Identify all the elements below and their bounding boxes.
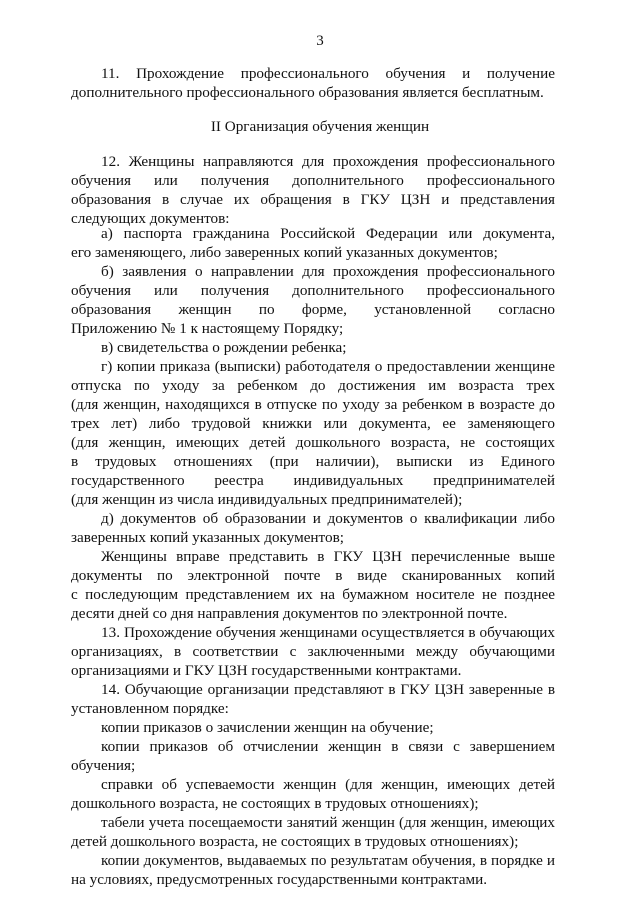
text-line: (для женщин, находящихся в отпуске по уходу за ребенком в возрасте до (71, 396, 555, 413)
text-line: в трудовых отношениях (при наличии), выписки из Единого (71, 453, 555, 470)
text-line: государственного реестра индивидуальных предпринимателей (71, 472, 555, 489)
text-line: справки об успеваемости женщин (для женщин, имеющих детей (101, 776, 555, 793)
text-line: 12. Женщины направляются для прохождения профессионального (101, 153, 555, 170)
text-line: трех лет) либо трудовой книжки или документа, ее заменяющего (71, 415, 555, 432)
text-line: Женщины вправе представить в ГКУ ЦЗН перечисленные выше (101, 548, 555, 565)
text-line: г) копии приказа (выписки) работодателя о предоставлении женщине (101, 358, 555, 375)
text-line: копии документов, выдаваемых по результатам обучения, в порядке и (101, 852, 555, 869)
text-line: копии приказов об отчислении женщин в связи с завершением (101, 738, 555, 755)
text-line: отпуска по уходу за ребенком до достижения им возраста трех (71, 377, 555, 394)
text-line: табели учета посещаемости занятий женщин (для женщин, имеющих (101, 814, 555, 831)
text-line: 11. Прохождение профессионального обучения и получение (101, 65, 555, 82)
text-line: (для женщин, имеющих детей дошкольного возраста, не состоящих (71, 434, 555, 451)
text-line: (для женщин из числа индивидуальных предпринимателей); (71, 491, 463, 508)
text-line: обучения; (71, 757, 136, 774)
text-line: десяти дней со дня направления документов по электронной почте. (71, 605, 508, 622)
text-line: 13. Прохождение обучения женщинами осуществляется в обучающих (101, 624, 555, 641)
section-heading: II Организация обучения женщин (210, 118, 430, 135)
text-line: заверенных копий указанных документов; (71, 529, 344, 546)
text-line: обучения или получения дополнительного профессионального (71, 172, 555, 189)
text-line: д) документов об образовании и документов о квалификации либо (101, 510, 555, 527)
text-line: 14. Обучающие организации представляют в ГКУ ЦЗН заверенные в (101, 681, 555, 698)
text-line: следующих документов: (71, 210, 230, 227)
text-line: б) заявления о направлении для прохождения профессионального (101, 263, 555, 280)
text-line: дополнительного профессионального образования является бесплатным. (71, 84, 544, 101)
text-line: на условиях, предусмотренных государственными контрактами. (71, 871, 488, 888)
text-line: установленном порядке: (71, 700, 229, 717)
text-line: а) паспорта гражданина Российской Федерации или документа, (101, 225, 555, 242)
text-line: дошкольного возраста, не состоящих в трудовых отношениях); (71, 795, 479, 812)
text-line: образования женщин по форме, установленной согласно (71, 301, 555, 318)
text-line: его заменяющего, либо заверенных копий указанных документов; (71, 244, 498, 261)
text-line: в) свидетельства о рождении ребенка; (101, 339, 347, 356)
text-line: организациями и ГКУ ЦЗН государственными контрактами. (71, 662, 462, 679)
text-line: с последующим представлением их на бумажном носителе не позднее (71, 586, 555, 603)
text-line: документы по электронной почте в виде сканированных копий (71, 567, 555, 584)
page-number: 3 (316, 33, 324, 49)
text-line: копии приказов о зачислении женщин на обучение; (101, 719, 434, 736)
text-line: организациях, в соответствии с заключенными между обучающими (71, 643, 555, 660)
text-line: детей дошкольного возраста, не состоящих в трудовых отношениях); (71, 833, 519, 850)
text-line: обучения или получения дополнительного профессионального (71, 282, 555, 299)
text-line: Приложению № 1 к настоящему Порядку; (71, 320, 344, 337)
text-line: образования в случае их обращения в ГКУ ЦЗН и представления (71, 191, 555, 208)
